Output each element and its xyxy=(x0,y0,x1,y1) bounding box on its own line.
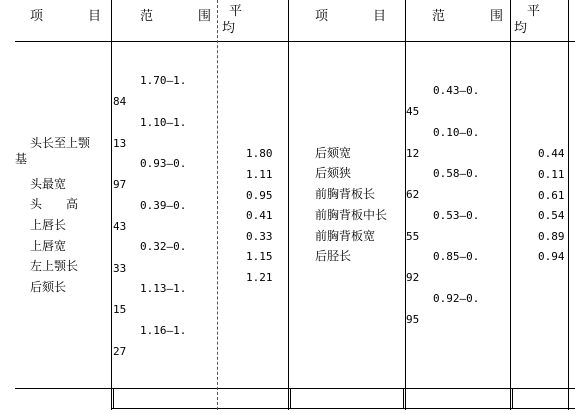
rule-footer-top xyxy=(15,388,575,389)
range-value: 0.85—0. xyxy=(433,250,480,263)
label-postmentum-narrow: 后颏狭 xyxy=(315,166,352,180)
range-value: 0.93—0. xyxy=(140,157,187,170)
header-item-2: 项 目 xyxy=(315,9,403,24)
range-value: 12 xyxy=(406,147,420,160)
label-pronotum-length: 前胸背板长 xyxy=(315,187,376,201)
range-value: 27 xyxy=(113,345,127,358)
col-divider-6 xyxy=(568,0,569,410)
label-head-length-cont: 基 xyxy=(15,152,28,166)
rule-bottom xyxy=(112,408,575,409)
label-labrum-length: 上唇长 xyxy=(30,218,67,232)
mean-value: 1.80 xyxy=(246,147,273,160)
footer-box-edge-2 xyxy=(290,389,291,409)
range-value: 15 xyxy=(113,303,127,316)
range-value: 1.16—1. xyxy=(140,324,187,337)
range-value: 0.43—0. xyxy=(433,84,480,97)
label-hind-tibia: 后胫长 xyxy=(315,249,352,263)
mean-value: 0.94 xyxy=(538,250,565,263)
col-divider-3 xyxy=(288,0,289,410)
label-labrum-width: 上唇宽 xyxy=(30,239,67,253)
range-value: 95 xyxy=(406,313,420,326)
header-item: 项 目 xyxy=(30,9,118,24)
range-value: 0.58—0. xyxy=(433,167,480,180)
mean-value: 0.95 xyxy=(246,189,273,202)
col-divider-5 xyxy=(510,0,511,410)
range-value: 1.70—1. xyxy=(140,74,187,87)
range-value: 55 xyxy=(406,230,420,243)
range-value: 33 xyxy=(113,262,127,275)
range-value: 0.10—0. xyxy=(433,126,480,139)
range-value: 84 xyxy=(113,95,127,108)
range-value: 97 xyxy=(113,178,127,191)
range-value: 0.53—0. xyxy=(433,209,480,222)
header-range-2: 范 围 xyxy=(432,9,520,24)
label-head-length: 头长至上颚 xyxy=(30,136,91,150)
range-value: 92 xyxy=(406,271,420,284)
label-postmentum-width: 后颏宽 xyxy=(315,146,352,160)
col-divider-2 xyxy=(217,0,218,410)
label-pronotum-mid-length: 前胸背板中长 xyxy=(315,208,388,222)
header-mean: 平均 xyxy=(222,4,243,36)
label-postmentum-length: 后颏长 xyxy=(30,280,67,294)
range-value: 0.39—0. xyxy=(140,199,187,212)
rule-header-bottom xyxy=(15,41,575,42)
mean-value: 0.61 xyxy=(538,189,565,202)
label-pronotum-width: 前胸背板宽 xyxy=(315,229,376,243)
mean-value: 0.44 xyxy=(538,147,565,160)
label-left-mandible: 左上颚长 xyxy=(30,259,79,273)
range-value: 62 xyxy=(406,188,420,201)
range-value: 45 xyxy=(406,105,420,118)
range-value: 1.13—1. xyxy=(140,282,187,295)
range-value: 43 xyxy=(113,220,127,233)
mean-value: 0.33 xyxy=(246,230,273,243)
label-head-width: 头最宽 xyxy=(30,177,67,191)
footer-box-edge-3 xyxy=(403,389,404,409)
footer-box-edge-4 xyxy=(512,389,513,409)
footer-box-edge-1 xyxy=(113,389,114,409)
range-value: 0.92—0. xyxy=(433,292,480,305)
mean-value: 0.41 xyxy=(246,209,273,222)
col-divider-1 xyxy=(111,0,112,410)
header-mean-2: 平均 xyxy=(514,4,541,36)
mean-value: 1.15 xyxy=(246,250,273,263)
mean-value: 0.54 xyxy=(538,209,565,222)
label-head-height: 头 高 xyxy=(30,197,79,211)
mean-value: 0.89 xyxy=(538,230,565,243)
mean-value: 0.11 xyxy=(538,168,565,181)
col-divider-4 xyxy=(405,0,406,410)
mean-value: 1.11 xyxy=(246,168,273,181)
header-range: 范 围 xyxy=(140,9,228,24)
range-value: 0.32—0. xyxy=(140,240,187,253)
mean-value: 1.21 xyxy=(246,271,273,284)
range-value: 13 xyxy=(113,137,127,150)
range-value: 1.10—1. xyxy=(140,116,187,129)
